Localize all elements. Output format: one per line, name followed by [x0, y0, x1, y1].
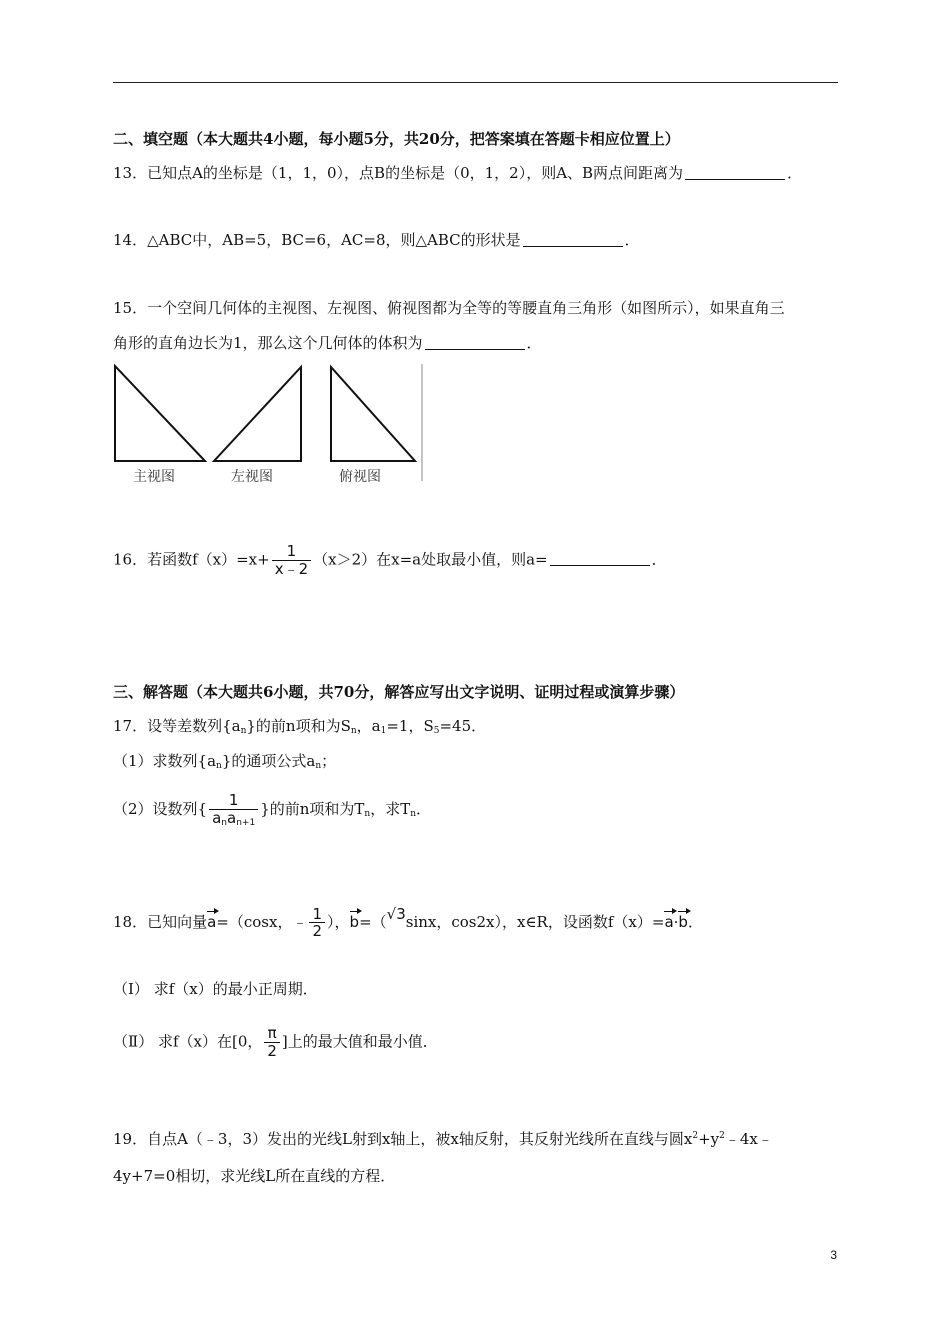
- top-view-label: 俯视图: [339, 469, 381, 485]
- front-view-figure: [113, 364, 209, 485]
- fraction: $\frac{1}{2}$: [309, 906, 325, 941]
- question-19-line1: 19．自点A（﹣3，3）发出的光线L射到x轴上，被x轴反射，其反射光线所在直线与圆$x^2+y^2﹣4x﹣$: [113, 1130, 773, 1148]
- fraction: $\frac{\pi}{2}$: [264, 1025, 280, 1060]
- top-view-figure: [325, 364, 425, 488]
- question-19-line2: 4y+7=0相切，求光线L所在直线的方程．: [113, 1167, 396, 1185]
- question-17-part1: （1）求数列$\{a_n\}$的通项公式$a_n$；: [113, 752, 337, 771]
- section2-heading: 二、填空题（本大题共4小题，每小题5分，共20分，把答案填在答题卡相应位置上）: [113, 130, 680, 148]
- fraction: $\frac{1}{x﹣2}$: [272, 543, 311, 578]
- question-14: 14．△ABC中，AB=5，BC=6，AC=8，则△ABC的形状是 ．: [113, 231, 640, 249]
- front-view-triangle: [113, 364, 209, 466]
- vector-b: b: [678, 913, 688, 931]
- vector-a: a: [207, 913, 217, 931]
- answer-blank: [685, 165, 785, 180]
- side-view-triangle: [211, 364, 307, 466]
- question-18-part2: （Ⅱ） 求f（x）在[0， $\frac{\pi}{2}$ ]上的最大值和最小值．: [113, 1024, 438, 1060]
- question-17: 17．设等差数列$\{a_n\}$的前n项和为$S_n$，$a_1=1$，$S_5=45$．: [113, 717, 487, 736]
- vector-b: b: [349, 913, 360, 931]
- section3-heading: 三、解答题（本大题共6小题，共70分，解答应写出文字说明、证明过程或演算步骤）: [113, 683, 685, 701]
- answer-blank: [523, 232, 623, 247]
- answer-blank: [550, 551, 650, 566]
- question-15-line1: 15．一个空间几何体的主视图、左视图、俯视图都为全等的等腰直角三角形（如图所示），如果直角三: [113, 299, 785, 317]
- page-number: 3: [830, 1248, 837, 1262]
- front-view-label: 主视图: [133, 469, 175, 485]
- side-view-figure: [211, 364, 307, 485]
- question-18-part1: （Ⅰ） 求f（x）的最小正周期．: [113, 980, 318, 998]
- vector-a: a: [664, 913, 674, 931]
- fraction: $\frac{1}{a_na_{n+1}}$: [209, 792, 258, 828]
- question-13: 13．已知点A的坐标是（1，1，0），点B的坐标是（0，1，2），则A、B两点间距离为 ．: [113, 164, 803, 182]
- question-17-part2: （2）设数列{ $\frac{1}{a_na_{n+1}}$ }的前n项和为$T_n$，求$T_n$．: [113, 791, 432, 828]
- answer-blank: [425, 335, 525, 350]
- question-15-line2: 角形的直角边长为1，那么这个几何体的体积为 ．: [113, 334, 542, 352]
- question-16: 16．若函数f（x）=x+ $\frac{1}{x﹣2}$ （x＞2）在x=a处取最小值，则a= ．: [113, 542, 667, 578]
- sqrt-three: √3: [386, 905, 406, 923]
- question-18: 18．已知向量a=（cosx，﹣ $\frac{1}{2}$ ），b=（√3sinx，cos2x），x∈R，设函数f（x）=a·b．: [113, 904, 703, 941]
- header-rule: [113, 82, 838, 83]
- side-view-label: 左视图: [231, 469, 273, 485]
